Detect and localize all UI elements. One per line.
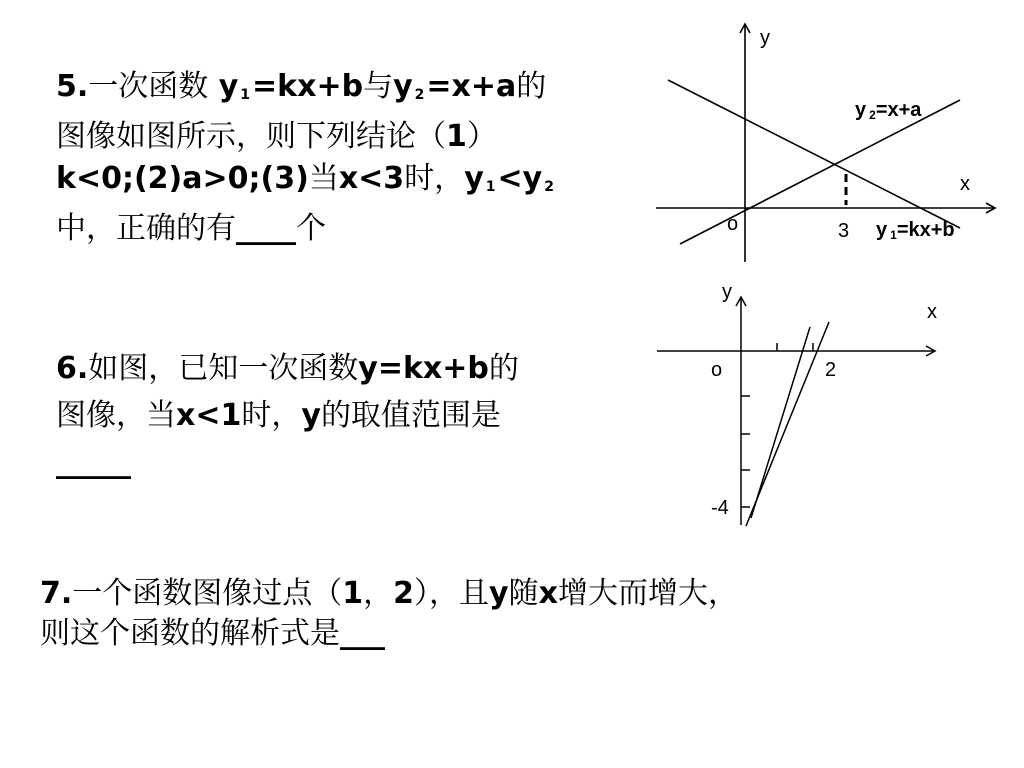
q6-text: 的 xyxy=(488,351,519,386)
q5-text: 与 xyxy=(363,69,394,104)
q5-expr: =kx+b xyxy=(252,69,364,104)
graph1-line1-label: y 1=kx+b xyxy=(876,219,955,242)
graph2-origin-label: o xyxy=(711,359,723,381)
q6-number: 6. xyxy=(56,351,89,386)
graph2-y-label: y xyxy=(722,281,732,303)
q5-line-3 xyxy=(56,158,646,208)
graph1-origin-label: o xyxy=(727,213,739,235)
q5-text: 图像如图所示，则下列结论（ xyxy=(56,119,446,154)
q7-text: ），且 xyxy=(414,576,490,611)
q5-text: ） xyxy=(466,119,497,154)
graph1-line-y1 xyxy=(668,80,960,228)
q5-y: y xyxy=(208,69,239,104)
q7-text: 一个函数图像过点（ xyxy=(72,576,343,611)
q6-line-3 xyxy=(56,439,636,486)
q7-blank: ___ xyxy=(340,616,385,651)
graph2-x-arrow xyxy=(926,346,935,356)
q7-number: 7. xyxy=(40,576,73,611)
q7-line-1 xyxy=(40,574,1000,614)
q5-expr: =x+a xyxy=(426,69,517,104)
q6-blank: _____ xyxy=(56,445,131,480)
q6-expr: y=kx+b xyxy=(358,351,489,386)
graph2-y-arrow xyxy=(736,297,746,306)
q5-expr: x<3 xyxy=(338,161,405,196)
q5-line-2 xyxy=(56,116,646,158)
q6-text: 的取值范围是 xyxy=(320,398,501,433)
q6-expr: y xyxy=(301,398,321,433)
graph2-tick-2-label: 2 xyxy=(825,359,837,381)
graph2-line xyxy=(746,322,829,526)
graph1-y-arrow xyxy=(740,24,750,33)
q5-y: y xyxy=(464,161,484,196)
q6-text: 时， xyxy=(241,398,302,433)
q5-sub: 2 xyxy=(414,87,425,103)
q5-line-4 xyxy=(56,208,646,250)
graph1-y-label: y xyxy=(760,27,770,49)
q5-blank: ____ xyxy=(236,211,296,246)
q5-line-1 xyxy=(56,66,646,116)
q5-text: 当 xyxy=(308,161,339,196)
graph2-line xyxy=(751,327,810,518)
q5-sub: 2 xyxy=(544,179,554,195)
q7-expr: x xyxy=(538,576,558,611)
q7-text: 随 xyxy=(508,576,539,611)
q5-number: 5. xyxy=(56,69,89,104)
q7-expr: 1 xyxy=(342,576,364,611)
q5-sub: 1 xyxy=(240,87,251,103)
q6-text: 图像，当 xyxy=(56,398,176,433)
question-5 xyxy=(56,66,646,250)
q5-y: y xyxy=(393,69,413,104)
q7-text: 增大而增大， xyxy=(557,576,738,611)
q5-text: 时， xyxy=(404,161,465,196)
graph1-line-y2 xyxy=(680,100,960,244)
graph1-x-label: x xyxy=(960,173,970,195)
q5-sub: 1 xyxy=(485,179,496,195)
graph1-x-arrow xyxy=(986,203,995,213)
graph1-tick-3: 3 xyxy=(838,220,850,242)
graph2-x-label: x xyxy=(927,301,937,323)
q6-text: 如图，已知一次函数 xyxy=(88,351,359,386)
q5-text: 个 xyxy=(296,211,326,246)
q5-text: 的 xyxy=(516,69,547,104)
q6-line-2 xyxy=(56,392,636,439)
q7-line-2 xyxy=(40,614,1000,654)
q7-text: ， xyxy=(363,576,394,611)
q5-text: 中，正确的有 xyxy=(56,211,236,246)
graph2-tick-neg4-label: -4 xyxy=(711,497,729,519)
q6-line-1 xyxy=(56,345,636,392)
q5-expr: k<0;(2)a>0;(3) xyxy=(56,161,309,196)
graph1-line2-label: y 2=x+a xyxy=(855,99,922,122)
q5-number-1: 1 xyxy=(446,119,467,154)
q7-expr: y xyxy=(489,576,509,611)
question-6 xyxy=(56,345,636,486)
q7-expr: 2 xyxy=(393,576,415,611)
q7-text: 则这个函数的解析式是 xyxy=(40,616,340,651)
question-7 xyxy=(40,574,1000,654)
q5-text: 一次函数 xyxy=(88,69,209,104)
q5-expr: <y xyxy=(497,161,543,196)
q6-expr: x<1 xyxy=(176,398,242,433)
